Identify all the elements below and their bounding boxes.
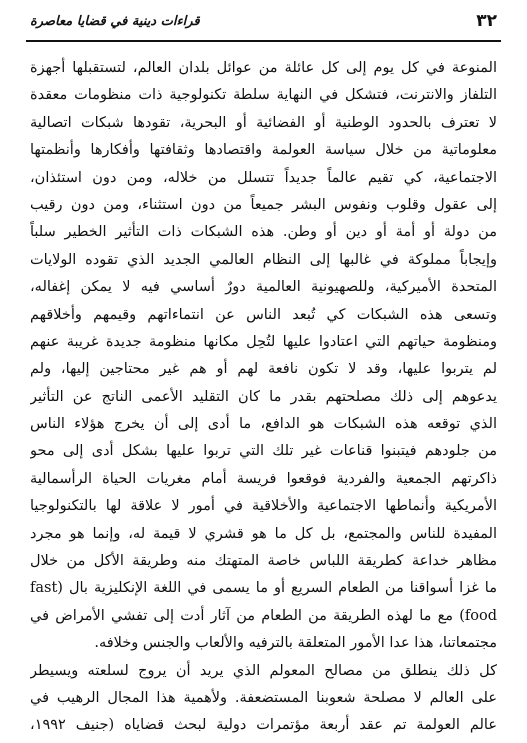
text-line: من دولة أو أمة أو دين أو وطن. هذه الشبكات ذات التأثير الخطير سلباً [30, 224, 497, 241]
page-number: ٣٢ [476, 11, 497, 31]
text-line: المفيدة للناس والمجتمع، بل كل ما هو قشري لا قيمة له، وإنما هو مجرد [30, 525, 497, 542]
header-rule [26, 40, 501, 42]
text-line: ما غزا أسواقنا من الطعام السريع أو ما يسمى في اللغة الإنكليزية بال (fast [30, 580, 497, 597]
body-text [30, 55, 497, 740]
text-line: لم يتربوا عليها، وقد لا تكون نافعة لهم أو هم غير محتاجين إليها، ولم [30, 361, 497, 378]
text-line: إلى عقول وقلوب ونفوس البشر جميعاً من دون استثناء، ومن دون رقيب [30, 196, 497, 213]
running-title: قراءات دينية في قضايا معاصرة [30, 13, 200, 29]
text-line: عالم العولمة تم عقد أربعة مؤتمرات دولية لبحث قضاياه (جنيف ١٩٩٢، [30, 717, 497, 734]
text-line: مجتمعاتنا، هذا عدا الأمور المتعلقة بالترفيه والألعاب والجنس وخلافه. [94, 635, 497, 652]
page-header [30, 6, 497, 36]
text-line: على العالم لا مصلحة شعوبنا المستضعفة. ولأهمية هذا المجال الرهيب في [30, 689, 497, 706]
text-line: المنوعة في كل يوم إلى كل عائلة من عوائل بلدان العالم، لتستقبلها أجهزة [30, 60, 497, 76]
text-line: لا تعترف بالحدود الوطنية أو الفضائية أو البحرية، تقودها شبكات اتصالية [30, 114, 497, 131]
text-line: التلفاز والانترنت، فتشكل في النهاية سلطة تكنولوجية ذات منظومات معقدة [30, 87, 497, 104]
text-line: يدعوهم إلى ذلك مصلحتهم بقدر ما كان التقليد الأعمى الناتج عن التأثير [30, 388, 497, 405]
text-line: ومنظومة حياتهم التي اعتادوا عليها لتُحِل مكانها منظومة جديدة غريبة عنهم [30, 333, 497, 350]
text-line: وإيجاباً مملوكة في غالبها إلى النظام العالمي الجديد الذي تقوده الولايات [30, 251, 497, 268]
text-line: ذاكرتهم الجمعية والفردية فوقعوا فريسة أمام مغريات الحياة الرأسمالية [30, 470, 497, 487]
text-line: وتسعى هذه الشبكات كي تُبعد الناس عن انتماءاتهم وقيمهم وأخلاقهم [30, 306, 497, 323]
text-line: الاجتماعية، كي تقيم عالماً جديداً تتسلل من خلاله، ومن دون استئذان، [30, 169, 497, 186]
text-line: المتحدة الأميركية، وللصهيونية العالمية دورٌ أساسي فيه لا يمكن إغفاله، [30, 279, 497, 296]
text-line: معلوماتية من خلال سياسة العولمة واقتصادها وثقافتها وأفكارها وأنظمتها [30, 142, 497, 159]
text-line: food) مع ما لهذه الطريقة من الطعام من آثار أدت إلى تفشي الأمراض في [30, 607, 497, 624]
text-line: الأمريكية وأنماطها الاجتماعية والأخلاقية في أمور لا علاقة لها بالتكنولوجيا [30, 498, 497, 515]
text-line: مظاهر خداعة كطريقة اللباس خاصة المتهتك منه وطريقة الأكل من خلال [30, 553, 497, 570]
text-line: الذي توقعه هذه الشبكات هو الدافع، ما أدى إلى أن يخرج هؤلاء الناس [30, 416, 497, 433]
text-line: كل ذلك ينطلق من مصالح المعولم الذي يريد أن يروج لسلعته ويسيطر [30, 662, 497, 679]
text-line: من جلودهم فيتبنوا قناعات غير تلك التي تربوا عليها بشكل أدى إلى محو [30, 443, 497, 460]
